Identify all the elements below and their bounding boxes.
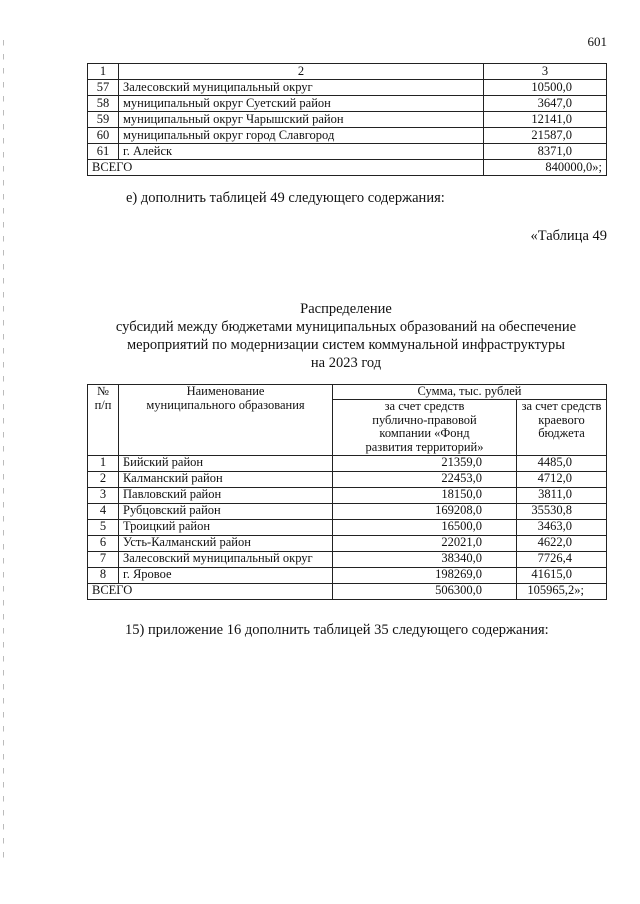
regional-amount: 41615,0 — [517, 567, 607, 583]
fund-amount: 22021,0 — [333, 535, 517, 551]
scan-edge-marks — [3, 40, 4, 860]
fund-amount: 16500,0 — [333, 519, 517, 535]
title-line: Распределение — [300, 301, 392, 317]
column-number-2: 2 — [119, 64, 484, 80]
title-line: на 2023 год — [310, 355, 382, 372]
header-sum: Сумма, тыс. рублей — [333, 385, 607, 400]
page-number: 601 — [587, 34, 607, 49]
regional-amount: 35530,8 — [517, 503, 607, 519]
table-row — [88, 128, 607, 144]
subsidy-amount: 21587,0 — [484, 128, 607, 144]
row-number: 6 — [88, 535, 119, 551]
fund-amount: 169208,0 — [333, 503, 517, 519]
municipality-name: Калманский район — [119, 471, 333, 487]
row-number: 7 — [88, 551, 119, 567]
table-row — [88, 535, 607, 551]
table-row — [88, 567, 607, 583]
column-number-3: 3 — [484, 64, 607, 80]
municipality-name: Залесовский муниципальный округ — [119, 551, 333, 567]
municipality-name: Залесовский муниципальный округ — [119, 80, 484, 96]
table-row — [88, 96, 607, 112]
municipality-name: муниципальный округ Суетский район — [119, 96, 484, 112]
fund-amount: 198269,0 — [333, 567, 517, 583]
row-number: 8 — [88, 567, 119, 583]
municipality-name: г. Яровое — [119, 567, 333, 583]
fund-amount: 18150,0 — [333, 487, 517, 503]
header-number: № п/п — [88, 385, 119, 456]
table-row — [88, 471, 607, 487]
row-number: 5 — [88, 519, 119, 535]
table-caption: «Таблица 49 — [530, 228, 607, 244]
regional-amount: 4485,0 — [517, 455, 607, 471]
total-row — [88, 160, 607, 176]
municipality-name: Усть-Калманский район — [119, 535, 333, 551]
municipality-name: г. Алейск — [119, 144, 484, 160]
municipality-name: Рубцовский район — [119, 503, 333, 519]
table-title — [80, 300, 612, 373]
row-number: 4 — [88, 503, 119, 519]
table-row — [88, 519, 607, 535]
total-value: 840000,0»; — [484, 160, 607, 176]
subsidy-amount: 8371,0 — [484, 144, 607, 160]
header-municipality: Наименование муниципального образования — [119, 385, 333, 456]
title-line: мероприятий по модернизации систем коммунальной инфраструктуры — [126, 337, 566, 354]
municipality-name: Павловский район — [119, 487, 333, 503]
regional-amount: 4712,0 — [517, 471, 607, 487]
row-number: 57 — [88, 80, 119, 96]
total-row — [88, 583, 607, 599]
table-row — [88, 551, 607, 567]
column-number-row — [88, 64, 607, 80]
row-number: 3 — [88, 487, 119, 503]
row-number: 61 — [88, 144, 119, 160]
subsidy-amount: 3647,0 — [484, 96, 607, 112]
row-number: 60 — [88, 128, 119, 144]
column-number-1: 1 — [88, 64, 119, 80]
row-number: 1 — [88, 455, 119, 471]
municipality-name: Троицкий район — [119, 519, 333, 535]
row-number: 2 — [88, 471, 119, 487]
row-number: 59 — [88, 112, 119, 128]
table-row — [88, 144, 607, 160]
table-row — [88, 455, 607, 471]
regional-amount: 4622,0 — [517, 535, 607, 551]
header-regional-budget: за счет средств краевого бюджета — [517, 399, 607, 455]
previous-table — [87, 63, 607, 176]
total-label: ВСЕГО — [88, 583, 333, 599]
table-row — [88, 112, 607, 128]
row-number: 58 — [88, 96, 119, 112]
header-row — [88, 385, 607, 400]
table-row — [88, 80, 607, 96]
municipality-name: муниципальный округ Чарышский район — [119, 112, 484, 128]
amendment-paragraph-e: е) дополнить таблицей 49 следующего содержания: — [126, 190, 445, 206]
table-row — [88, 503, 607, 519]
total-label: ВСЕГО — [88, 160, 484, 176]
header-fund: за счет средств публично-правовой компании «Фонд развития территорий» — [333, 399, 517, 455]
regional-amount: 3811,0 — [517, 487, 607, 503]
amendment-paragraph-15: 15) приложение 16 дополнить таблицей 35 следующего содержания: — [125, 622, 549, 638]
fund-amount: 22453,0 — [333, 471, 517, 487]
table-row — [88, 487, 607, 503]
fund-amount: 21359,0 — [333, 455, 517, 471]
total-fund: 506300,0 — [333, 583, 517, 599]
municipality-name: муниципальный округ город Славгород — [119, 128, 484, 144]
regional-amount: 3463,0 — [517, 519, 607, 535]
subsidy-amount: 12141,0 — [484, 112, 607, 128]
fund-amount: 38340,0 — [333, 551, 517, 567]
regional-amount: 7726,4 — [517, 551, 607, 567]
municipality-name: Бийский район — [119, 455, 333, 471]
subsidy-amount: 10500,0 — [484, 80, 607, 96]
total-regional: 105965,2»; — [517, 583, 607, 599]
distribution-table — [87, 384, 607, 600]
title-line: субсидий между бюджетами муниципальных образований на обеспечение — [115, 319, 577, 336]
